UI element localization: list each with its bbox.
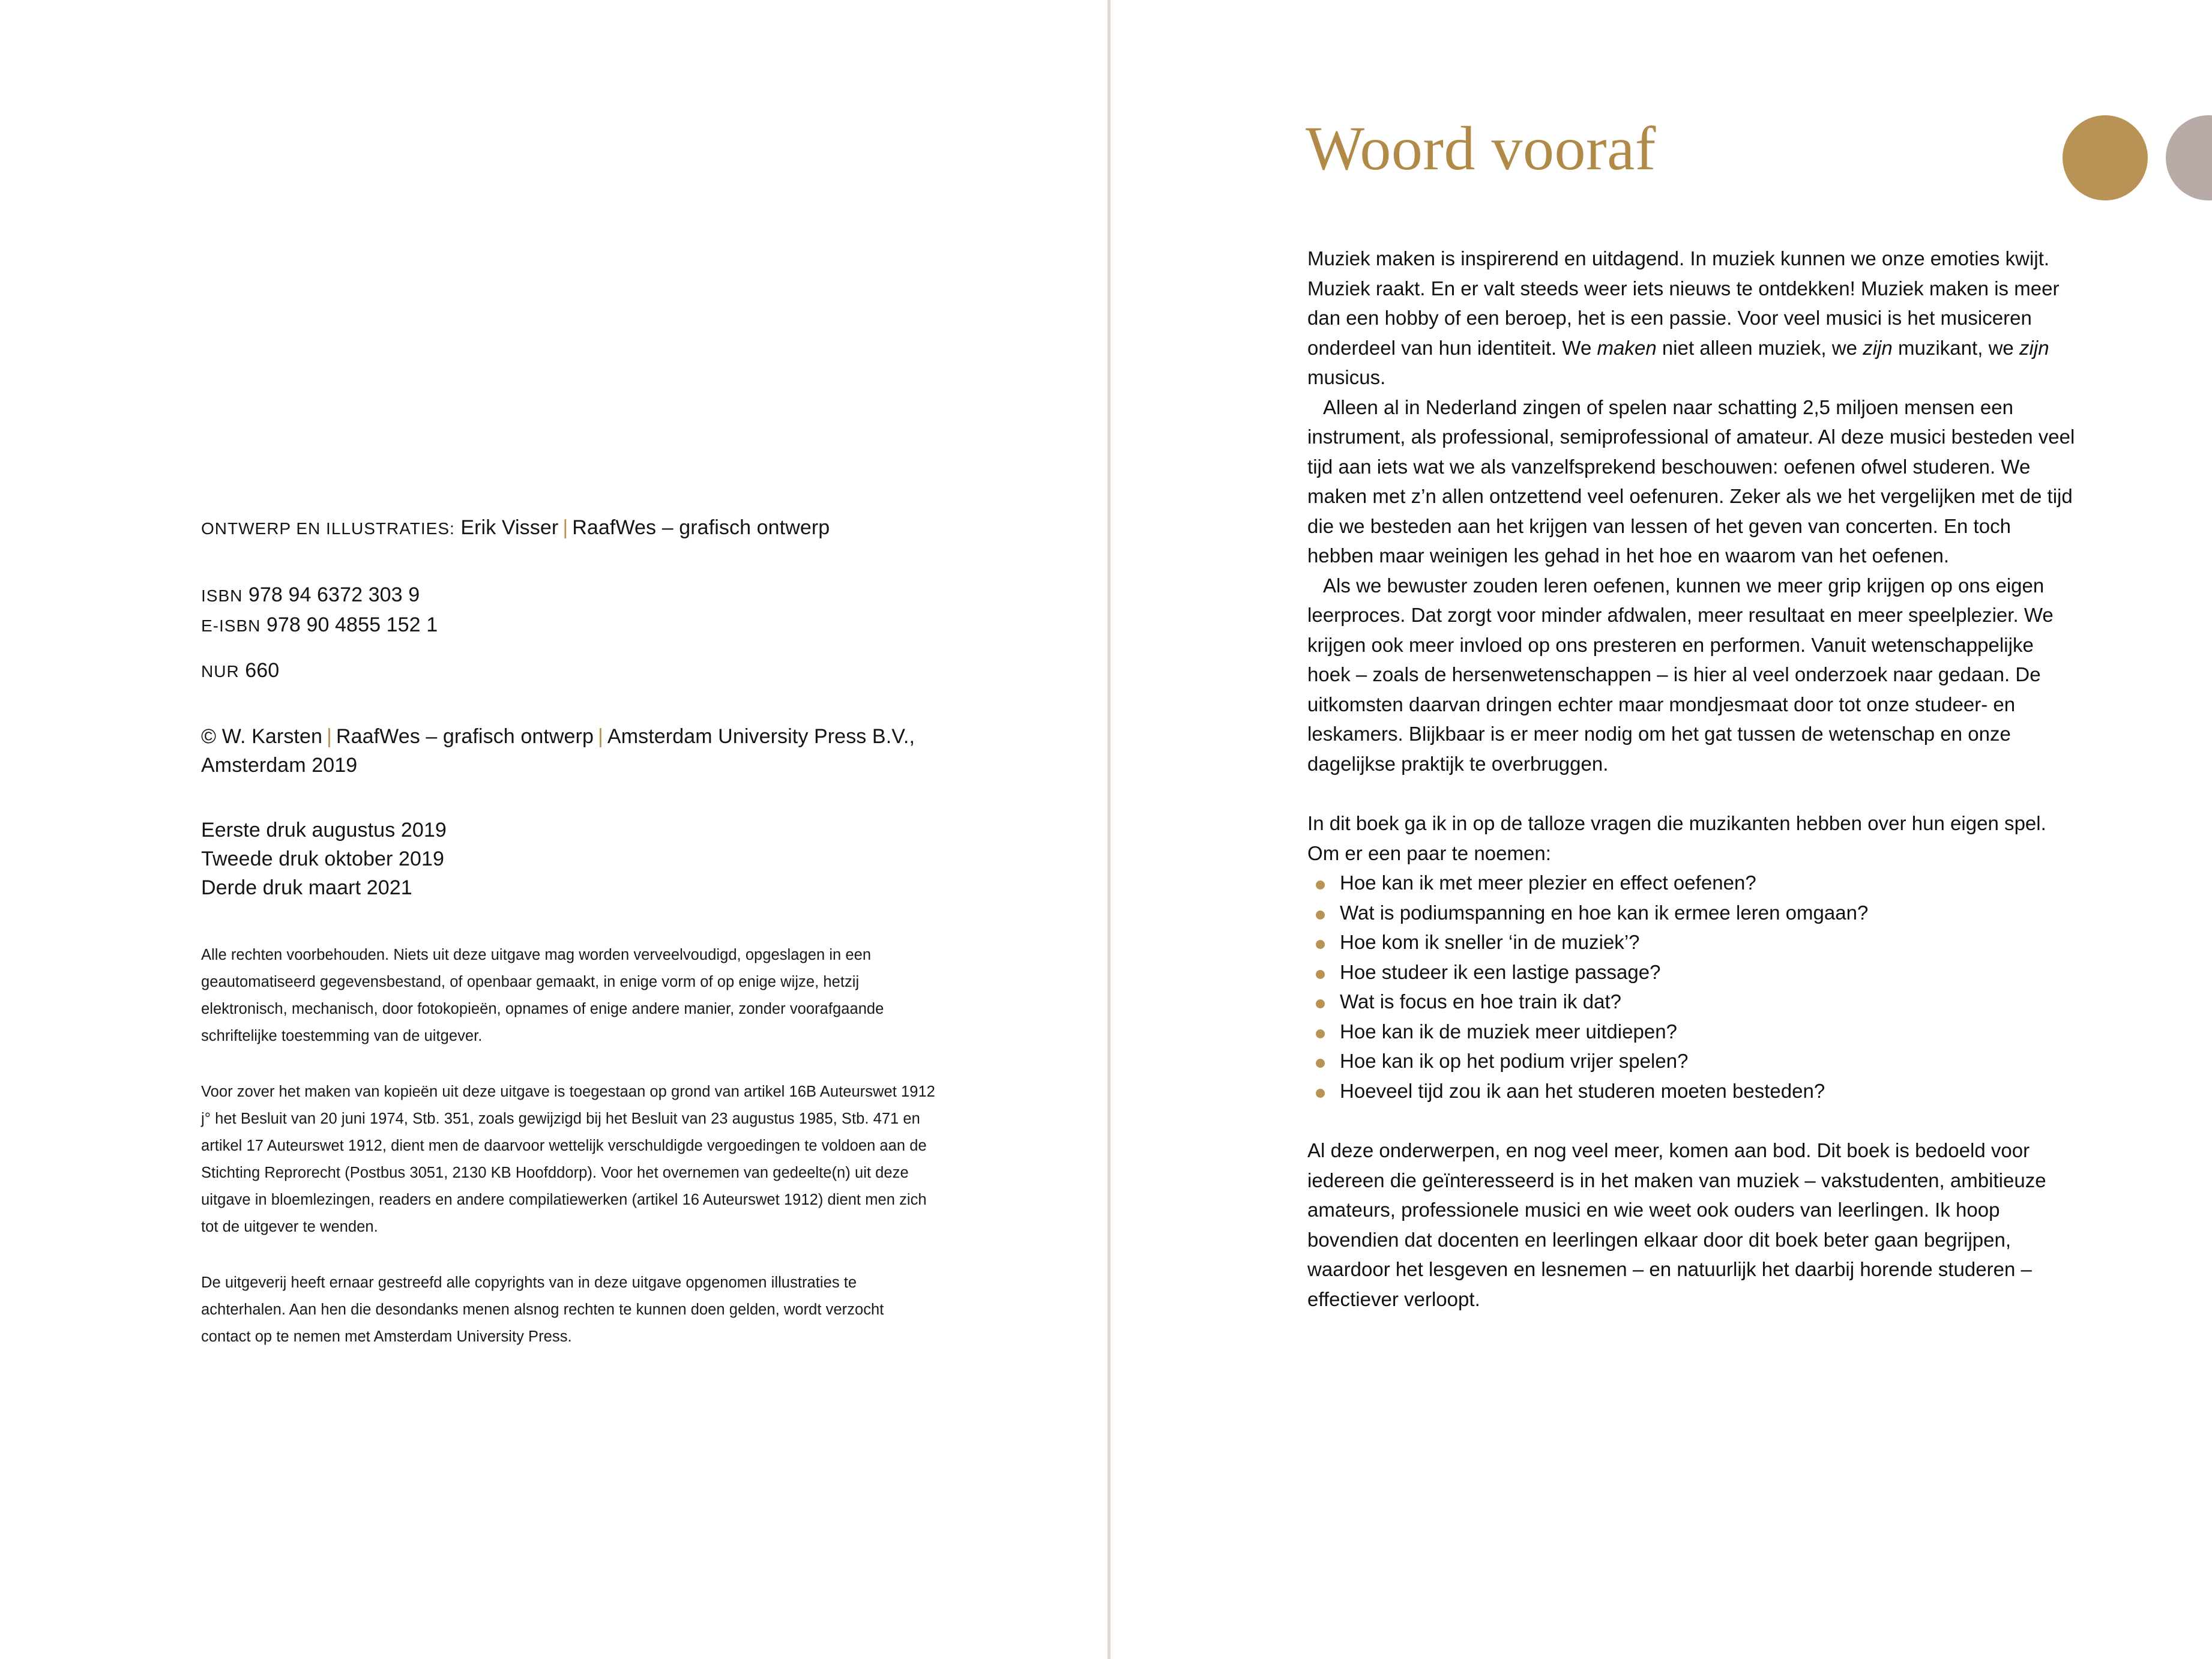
question-text: Wat is podiumspanning en hoe kan ik ermee leren omgaan?	[1340, 901, 1869, 924]
identifier-nur	[201, 656, 951, 686]
question-text: Hoe kan ik de muziek meer uitdiepen?	[1340, 1020, 1678, 1043]
list-item	[1307, 927, 2082, 957]
bullet-icon	[1316, 911, 1325, 920]
question-list	[1307, 868, 2082, 1106]
identifier-isbn	[201, 580, 951, 610]
foreword-body	[1307, 244, 2082, 1314]
list-item	[1307, 1076, 2082, 1106]
copyright-line-1	[201, 722, 951, 751]
identifier-eisbn	[201, 610, 951, 640]
identifier-isbn-label: ISBN	[201, 586, 243, 605]
design-credit-designer: Erik Visser	[460, 516, 559, 539]
copyright-publisher: Amsterdam University Press B.V.,	[607, 725, 915, 748]
design-credit	[201, 513, 951, 543]
page-title: Woord vooraf	[1306, 114, 1656, 183]
design-credit-line	[201, 513, 951, 543]
bullet-icon	[1316, 1029, 1325, 1038]
colophon-block	[201, 513, 951, 1379]
decorative-circle-mauve-icon	[2166, 115, 2212, 200]
list-item	[1307, 868, 2082, 898]
printing-first: Eerste druk augustus 2019	[201, 819, 447, 842]
bullet-icon	[1316, 970, 1325, 979]
identifier-nur-label: NUR	[201, 662, 240, 681]
design-credit-studio: RaafWes – grafisch ontwerp	[572, 516, 830, 539]
identifiers-block	[201, 580, 951, 686]
question-text: Hoe kom ik sneller ‘in de muziek’?	[1340, 931, 1640, 953]
identifier-nur-value: 660	[245, 659, 280, 682]
decorative-circle-gold-icon	[2063, 115, 2148, 200]
printing-third: Derde druk maart 2021	[201, 876, 412, 899]
printings-block	[201, 816, 951, 902]
right-page-foreword	[1111, 0, 2212, 1659]
p1-text-b: niet alleen muziek, we	[1656, 336, 1863, 359]
list-item	[1307, 1017, 2082, 1047]
question-text: Hoe kan ik op het podium vrijer spelen?	[1340, 1050, 1689, 1072]
separator-glyph: |	[597, 725, 603, 748]
p1-emphasis-maken: maken	[1597, 336, 1657, 359]
bullet-icon	[1316, 999, 1325, 1008]
foreword-paragraph-5: Al deze onderwerpen, en nog veel meer, komen aan bod. Dit boek is bedoeld voor iedereen die geïnteresseerd is in het maken van muziek – vakstudenten, ambitieuze amateurs, professionele musici en wie weet ook ouders van leerlingen. Ik hoop bovendien dat docenten en leerlingen elkaar door dit boek beter gaan begrijpen, waardoor het lesgeven en lesnemen – en natuurlijk het daarbij horende studeren – effectiever verloopt.	[1307, 1139, 2046, 1310]
p1-text-c: muzikant, we	[1892, 336, 2019, 359]
question-text: Hoe kan ik met meer plezier en effect oefenen?	[1340, 872, 1756, 894]
copyright-block	[201, 722, 951, 780]
bullet-icon	[1316, 940, 1325, 949]
identifier-eisbn-label: E-ISBN	[201, 616, 261, 635]
separator-glyph: |	[326, 725, 332, 748]
p1-text-a: Muziek maken is inspirerend en uitdagend. In muziek kunnen we onze emoties kwijt. Muziek raakt. En er valt steeds weer iets nieuws te ontdekken! Muziek maken is meer dan een hobby of een beroep, het is een passie. Voor veel musici is het musiceren onderdeel van hun identiteit. We	[1307, 247, 2060, 359]
list-item	[1307, 957, 2082, 987]
legal-paragraph-illustrations: De uitgeverij heeft ernaar gestreefd alle copyrights van in deze uitgave opgenomen illustraties te achterhalen. Aan hen die desondanks menen alsnog rechten te kunnen doen gelden, wordt verzocht contact op te nemen met Amsterdam University Press.	[201, 1274, 884, 1345]
foreword-paragraph-2: Alleen al in Nederland zingen of spelen naar schatting 2,5 miljoen mensen een instrument, als professional, semiprofessional of amateur. Al deze musici besteden veel tijd aan iets wat we als vanzelfsprekend beschouwen: oefenen ofwel studeren. We maken met z’n allen ontzettend veel oefenuren. Zeker als we het vergelijken met de tijd die we besteden aan het krijgen van lessen of het geven van concerten. En toch hebben maar weinigen les gehad in het hoe en waarom van het oefenen.	[1307, 396, 2075, 567]
foreword-paragraph-4: In dit boek ga ik in op de talloze vragen die muzikanten hebben over hun eigen spel. Om er een paar te noemen:	[1307, 812, 2046, 864]
bullet-icon	[1316, 1059, 1325, 1068]
question-text: Hoe studeer ik een lastige passage?	[1340, 960, 1661, 983]
separator-glyph: |	[562, 516, 568, 539]
identifier-isbn-value: 978 94 6372 303 9	[248, 583, 420, 606]
foreword-paragraph-1	[1307, 244, 2082, 393]
question-text: Hoeveel tijd zou ik aan het studeren moeten besteden?	[1340, 1079, 1825, 1102]
identifier-eisbn-value: 978 90 4855 152 1	[266, 613, 438, 636]
list-item	[1307, 898, 2082, 928]
copyright-line-2: Amsterdam 2019	[201, 754, 358, 777]
design-credit-label: ONTWERP EN ILLUSTRATIES:	[201, 519, 455, 538]
legal-paragraph-reprorecht: Voor zover het maken van kopieën uit deze uitgave is toegestaan op grond van artikel 16B Auteurswet 1912 j° het Besluit van 20 juni 1974, Stb. 351, zoals gewijzigd bij het Besluit van 23 augustus 1985, Stb. 471 en artikel 17 Auteurswet 1912, dient men de daarvoor wettelijk verschuldigde vergoedingen te voldoen aan de Stichting Reprorecht (Postbus 3051, 2130 KB Hoofddorp). Voor het overnemen van gedeelte(n) uit deze uitgave in bloemlezingen, readers en andere compilatiewerken (artikel 16 Auteurswet 1912) dient men zich tot de uitgever te wenden.	[201, 1083, 935, 1235]
bullet-icon	[1316, 1089, 1325, 1098]
question-text: Wat is focus en hoe train ik dat?	[1340, 990, 1622, 1013]
bullet-icon	[1316, 881, 1325, 890]
p1-emphasis-zijn-1: zijn	[1863, 336, 1893, 359]
copyright-studio: RaafWes – grafisch ontwerp	[336, 725, 594, 748]
p1-text-d: musicus.	[1307, 366, 1386, 388]
legal-paragraph-rights: Alle rechten voorbehouden. Niets uit deze uitgave mag worden verveelvoudigd, opgeslagen in een geautomatiseerd gegevensbestand, of openbaar gemaakt, in enige vorm of op enige wijze, hetzij elektronisch, mechanisch, door fotokopieën, opnames of enige andere manier, zonder voorafgaande schriftelijke toestemming van de uitgever.	[201, 947, 884, 1044]
list-item	[1307, 1046, 2082, 1076]
copyright-holder: © W. Karsten	[201, 725, 322, 748]
list-item	[1307, 987, 2082, 1017]
p1-emphasis-zijn-2: zijn	[2019, 336, 2049, 359]
foreword-paragraph-3: Als we bewuster zouden leren oefenen, kunnen we meer grip krijgen op ons eigen leerproces. Dat zorgt voor minder afdwalen, meer resultaat en meer speelplezier. We krijgen ook meer invloed op ons presteren en performen. Vanuit wetenschappelijke hoek – zoals de hersenwetenschappen – is hier al veel onderzoek naar gedaan. De uitkomsten daarvan dringen echter maar mondjesmaat door tot onze studeer- en leskamers. Blijkbaar is er meer nodig om het gat tussen de wetenschap en onze dagelijkse praktijk te overbruggen.	[1307, 574, 2054, 775]
printing-second: Tweede druk oktober 2019	[201, 848, 445, 870]
